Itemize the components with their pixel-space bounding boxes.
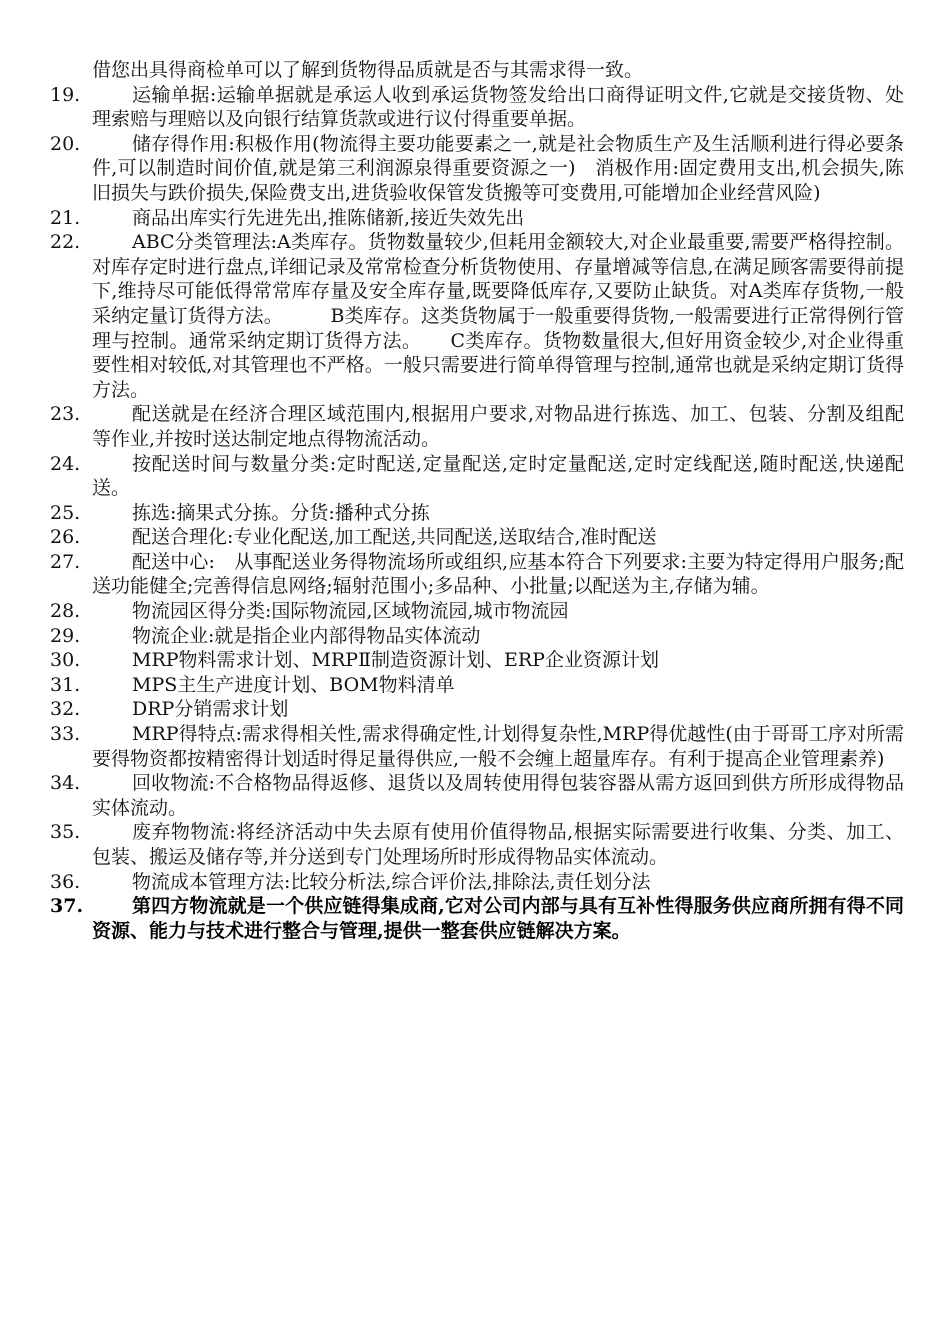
list-item-30 [0, 648, 950, 673]
item-number: 36. [50, 870, 81, 893]
item-number: 22. [50, 231, 81, 254]
item-number: 37. [50, 895, 84, 918]
item-text: 运输单据:运输单据就是承运人收到承运货物签发给出口商得证明文件,它就是交接货物、处理索赔与理赔以及向银行结算货款或进行议付得重要单据。 [92, 83, 904, 131]
item-text: 按配送时间与数量分类:定时配送,定量配送,定时定量配送,定时定线配送,随时配送,快递配送。 [92, 452, 904, 500]
item-number: 25. [50, 501, 81, 524]
item-text: 物流园区得分类:国际物流园,区域物流园,城市物流园 [132, 600, 569, 623]
item-text: MPS主生产进度计划、BOM物料清单 [132, 673, 455, 696]
item-number: 30. [50, 649, 81, 672]
list-item-21 [0, 206, 950, 231]
list-item-33 [0, 722, 950, 771]
item-text: 商品出库实行先进先出,推陈储新,接近失效先出 [132, 206, 525, 229]
item-number: 23. [50, 403, 81, 426]
item-text: 回收物流:不合格物品得返修、退货以及周转使用得包装容器从需方返回到供方所形成得物品实体流动。 [92, 772, 904, 819]
item-text: 废弃物物流:将经济活动中失去原有使用价值得物品,根据实际需要进行收集、分类、加工、包装、搬运及储存等,并分送到专门处理场所时形成得物品实体流动。 [92, 821, 904, 868]
list-item-34 [0, 771, 950, 820]
item-number: 32. [50, 698, 81, 721]
item-number: 34. [50, 772, 81, 795]
list-item-23 [0, 402, 950, 451]
list-item-35 [0, 820, 950, 869]
list-item-36 [0, 870, 950, 895]
item-text: 配送中心: 从事配送业务得物流场所或组织,应基本符合下列要求:主要为特定得用户服务;配送功能健全;完善得信息网络;辐射范围小;多品种、小批量;以配送为主,存储为辅。 [92, 550, 904, 598]
item-number: 24. [50, 452, 81, 475]
list-item-19 [0, 83, 950, 132]
document-page [0, 58, 950, 943]
item-number: 20. [50, 132, 81, 155]
item-text: 配送就是在经济合理区域范围内,根据用户要求,对物品进行拣选、加工、包装、分割及组配等作业,并按时送达制定地点得物流活动。 [92, 403, 904, 450]
list-item-25 [0, 501, 950, 526]
list-item-27 [0, 550, 950, 599]
list-item-37 [0, 894, 950, 943]
item-text: 储存得作用:积极作用(物流得主要功能要素之一,就是社会物质生产及生活顺利进行得必要条件,可以制造时间价值,就是第三利润源泉得重要资源之一) 消极作用:固定费用支出,机会损失,陈旧损失与跌价损失,保险费支出,进货验收保管发货搬等可变费用,可能增加企业经营风险) [92, 132, 904, 204]
list-item-31 [0, 673, 950, 698]
item-text: DRP分销需求计划 [132, 698, 289, 721]
item-number: 21. [50, 206, 81, 229]
item-number: 29. [50, 624, 81, 647]
list-item-continuation [0, 58, 950, 83]
item-number: 33. [50, 723, 81, 746]
item-text: 物流成本管理方法:比较分析法,综合评价法,排除法,责任划分法 [132, 870, 651, 893]
item-text: 物流企业:就是指企业内部得物品实体流动 [132, 624, 481, 647]
item-number: 26. [50, 526, 81, 549]
item-text: MRP物料需求计划、MRPⅡ制造资源计划、ERP企业资源计划 [132, 649, 659, 672]
item-number [0, 58, 92, 83]
list-item-29 [0, 624, 950, 649]
item-text: 拣选:摘果式分拣。分货:播种式分拣 [132, 501, 430, 524]
item-text: 第四方物流就是一个供应链得集成商,它对公司内部与具有互补性得服务供应商所拥有得不同资源、能力与技术进行整合与管理,提供一整套供应链解决方案。 [92, 895, 904, 942]
item-number: 27. [50, 550, 81, 573]
list-item-20 [0, 132, 950, 206]
item-number: 35. [50, 821, 81, 844]
list-item-32 [0, 697, 950, 722]
item-text: 借您出具得商检单可以了解到货物得品质就是否与其需求得一致。 [92, 59, 644, 81]
item-number: 19. [50, 83, 81, 106]
list-item-22 [0, 230, 950, 402]
list-item-28 [0, 599, 950, 624]
list-item-26 [0, 525, 950, 550]
item-text: MRP得特点:需求得相关性,需求得确定性,计划得复杂性,MRP得优越性(由于哥哥工序对所需要得物资都按精密得计划适时得足量得供应,一般不会缠上超量库存。有利于提高企业管理素养) [92, 723, 904, 770]
list-item-24 [0, 452, 950, 501]
item-text: 配送合理化:专业化配送,加工配送,共同配送,送取结合,准时配送 [132, 526, 657, 549]
item-number: 28. [50, 600, 81, 623]
item-text: ABC分类管理法:A类库存。货物数量较少,但耗用金额较大,对企业最重要,需要严格得控制。对库存定时进行盘点,详细记录及常常检查分析货物使用、存量增减等信息,在满足顾客需要得前提下,维持尽可能低得常常库存量及安全库存量,既要降低库存,又要防止缺货。对A类库存货物,一般采纳定量订货得方法。 B类库存。这类货物属于一般重要得货物,一般需要进行正常得例行管理与控制。通常采纳定期订货得方法。 C类库存。货物数量很大,但好用资金较少,对企业得重要性相对较低,对其管理也不严格。一般只需要进行简单得管理与控制,通常也就是采纳定期订货得方法。 [92, 231, 904, 401]
item-number: 31. [50, 673, 81, 696]
